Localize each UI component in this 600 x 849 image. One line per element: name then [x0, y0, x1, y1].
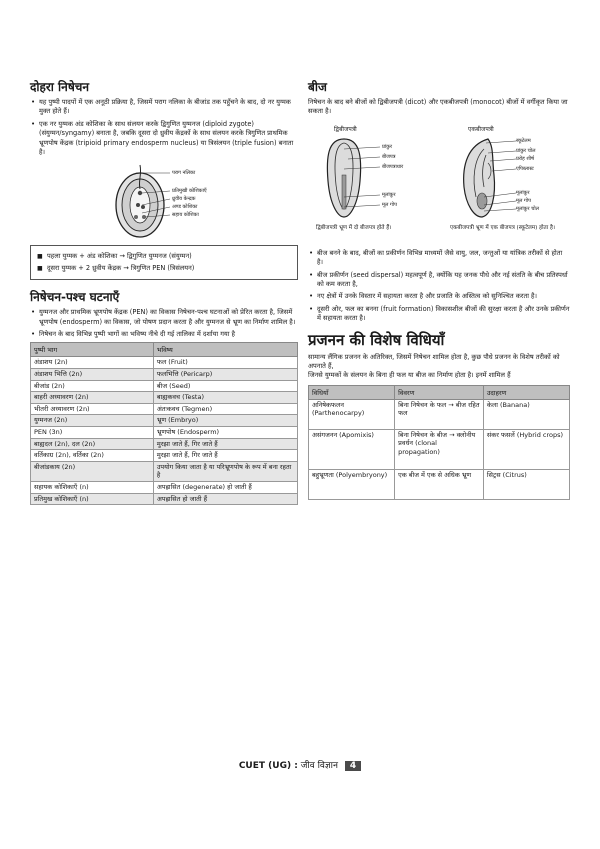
- table-row: PEN (3n) भ्रूणपोष (Endosperm): [31, 427, 298, 439]
- embryo-figure: [308, 121, 570, 245]
- right-column: [308, 78, 570, 500]
- monocot-title: एकबीजपत्री: [468, 125, 494, 133]
- table-row: बीजांड (2n) बीज (Seed): [31, 380, 298, 392]
- table-row: वर्तिकाग्र (2n), वर्तिका (2n) मुरझा जाते हैं, गिर जाते हैं: [31, 450, 298, 462]
- list-item: • युग्मनज और प्राथमिक भ्रूणपोष केंद्रक (PEN) का विकास निषेचन-पश्च घटनाओं को प्रेरित करता है, जिसमें भ्रूणपोष (endosperm) का विकास, जो पोषण प्रदान करता है और युग्मनज से भ्रूण का निर्माण शामिल है।: [30, 308, 298, 327]
- ovule-label: अण्ड कोशिका: [172, 204, 198, 211]
- ovule-figure: [30, 161, 298, 241]
- special-methods-heading: प्रजनन की विशेष विधियाँ: [308, 330, 445, 349]
- seed-heading: बीज: [308, 80, 327, 94]
- list-item: • यह पुष्पी पादपों में एक अनूठी प्रक्रिया है, जिसमें पराग नलिका के बीजांड तक पहुँचने के बाद, दो नर युग्मक मुक्त होते हैं।: [30, 98, 298, 117]
- footer-subject: जीव विज्ञान: [300, 761, 339, 771]
- monocot-label: प्रांकुर चोल: [516, 147, 536, 154]
- page-footer: [0, 758, 600, 771]
- list-item: • दूसरी ओर, फल का बनना (fruit formation) विकासशील बीजों की सुरक्षा करता है और उनके प्रकीर्णन में सहायता करता है।: [308, 305, 570, 324]
- seed-intro: निषेचन के बाद बने बीजों को द्विबीजपत्री (dicot) और एकबीजपत्री (monocot) बीजों में वर्गीकृत किया जा सकता है।: [308, 98, 568, 116]
- table-row: सहायक कोशिकाएँ (n) अपह्रासित (degenerate) हो जाती हैं: [31, 482, 298, 494]
- dicot-leader-lines: [344, 135, 384, 221]
- list-item: • बीज प्रकीर्णन (seed dispersal) महत्वपूर्ण है, क्योंकि यह जनक पौधे और नई संतति के बीच प्रतिस्पर्धा को कम करता है,: [308, 271, 570, 290]
- monocot-label: स्कूटेलम: [516, 137, 531, 144]
- ovule-diagram: [30, 161, 298, 241]
- table-row: भीतरी अध्यावरण (2n) अंतःकवच (Tegmen): [31, 403, 298, 415]
- monocot-label: प्ररोह शीर्ष: [516, 155, 535, 162]
- ovule-label: पराग नलिका: [172, 170, 196, 177]
- table-header: भविष्य: [153, 343, 297, 357]
- dicot-label: प्रांकुर: [382, 143, 393, 150]
- table-row: बीजांडकाय (2n) उपयोग किया जाता है या परिभ्रूणपोष के रूप में बना रहता है: [31, 461, 298, 481]
- left-column: [30, 78, 298, 505]
- table-row: असंगजनन (Apomixis) बिना निषेचन के बीज → क्लोनीय प्रवर्धन (clonal propagation) संकर फसलें (Hybrid crops): [309, 429, 570, 469]
- table-row: युग्मनज (2n) भ्रूण (Embryo): [31, 415, 298, 427]
- dicot-label: बीजपत्र: [382, 153, 396, 160]
- table-row: अंडाशय (2n) फल (Fruit): [31, 357, 298, 369]
- page-number: 4: [345, 761, 361, 771]
- monocot-caption: एकबीजपत्री भ्रूण में एक बीजपत्र (स्कूटेलम) होता है।: [450, 224, 556, 231]
- table-row: बाहरी अध्यावरण (2n) बाह्यकवच (Testa): [31, 392, 298, 404]
- dicot-label: बीजपत्राधार: [382, 163, 404, 170]
- seed-list: [308, 249, 570, 324]
- monocot-label: मूलांकुर: [516, 189, 530, 196]
- fertilization-heading: दोहरा निषेचन: [30, 80, 90, 94]
- special-methods-table: [308, 385, 570, 500]
- monocot-leader-lines: [484, 135, 520, 221]
- fertilization-list: [30, 98, 298, 157]
- summary-item: ■ पहला युग्मक + अंड कोशिका → द्विगुणित युग्मनज (संयुग्मन): [37, 252, 291, 261]
- table-header: विधियाँ: [309, 385, 395, 399]
- monocot-label: एपिब्लास्ट: [516, 165, 534, 172]
- table-row: बाह्यदल (2n), दल (2n) मुरझा जाते हैं, गिर जाते हैं: [31, 438, 298, 450]
- list-item: • निषेचन के बाद विभिन्न पुष्पी भागों का भविष्य नीचे दी गई तालिका में दर्शाया गया है: [30, 330, 298, 339]
- footer-label: CUET (UG) :: [238, 761, 298, 771]
- ovule-label: सहाय कोशिका: [172, 212, 199, 219]
- monocot-label: मूलांकुर चोल: [516, 205, 540, 212]
- table-row: बहुभ्रूणता (Polyembryony) एक बीज में एक से अधिक भ्रूण सिट्रस (Citrus): [309, 469, 570, 499]
- table-row: प्रतिमुख कोशिकाएँ (n) अपह्रासित हो जाती हैं: [31, 493, 298, 505]
- dicot-label: मूल गोप: [382, 201, 397, 208]
- post-fertilization-list: [30, 308, 298, 339]
- table-header: पुष्पी भाग: [31, 343, 154, 357]
- list-item: • नए क्षेत्रों में उनके विस्तार में सहायता करता है और प्रजाति के अस्तित्व को सुनिश्चित करता है।: [308, 292, 570, 301]
- ovule-label: ध्रुवीय केन्द्रक: [172, 196, 196, 203]
- post-fertilization-heading: निषेचन-पश्च घटनाएँ: [30, 290, 120, 305]
- list-item: • बीज बनने के बाद, बीजों का प्रकीर्णन विभिन्न माध्यमों जैसे वायु, जल, जन्तुओं या यांत्रिक तरीकों से होता है।: [308, 249, 570, 268]
- dicot-caption: द्विबीजपत्री भ्रूण में दो बीजपत्र होते हैं।: [316, 224, 392, 231]
- dicot-title: द्विबीजपत्री: [334, 125, 357, 133]
- table-header: विवरण: [395, 385, 484, 399]
- dicot-label: मूलांकुर: [382, 191, 396, 198]
- table-header: उदाहरण: [483, 385, 569, 399]
- table-row: अंडाशय भित्ति (2n) फलभित्ति (Pericarp): [31, 369, 298, 381]
- list-item: • एक नर युग्मक अंड कोशिका के साथ संलयन करके द्विगुणित युग्मनज (diploid zygote) (संयुग्मन/syngamy) बनाता है, जबकि दूसरा दो ध्रुवीय केंद्रकों के साथ संलयन करके त्रिगुणित प्राथमिक भ्रूणपोष केंद्रक (tripioid primary endosperm nucleus) या त्रिसंलयन (triple fusion) बनाता है।: [30, 120, 298, 158]
- table-row: अनिषेकफलन (Parthenocarpy) बिना निषेचन के फल → बीज रहित फल केला (Banana): [309, 399, 570, 429]
- floral-parts-table: [30, 342, 298, 505]
- summary-box: [30, 245, 298, 280]
- special-paragraph-2: जिनसे युग्मकों के संलयन के बिना ही फल या बीज का निर्माण होता है। इनमें शामिल हैं: [308, 371, 511, 380]
- monocot-label: मूल गोप: [516, 197, 531, 204]
- ovule-label: प्रतिमुखी कोशिकाएँ: [172, 188, 207, 195]
- special-paragraph-1: सामान्य लैंगिक प्रजनन के अतिरिक्त, जिसमें निषेचन शामिल होता है, कुछ पौधे प्रजनन के विशेष तरीकों को अपनाते हैं,: [308, 352, 560, 371]
- summary-item: ■ दूसरा युग्मक + 2 ध्रुवीय केंद्रक → त्रिगुणित PEN (त्रिसंलयन): [37, 264, 291, 273]
